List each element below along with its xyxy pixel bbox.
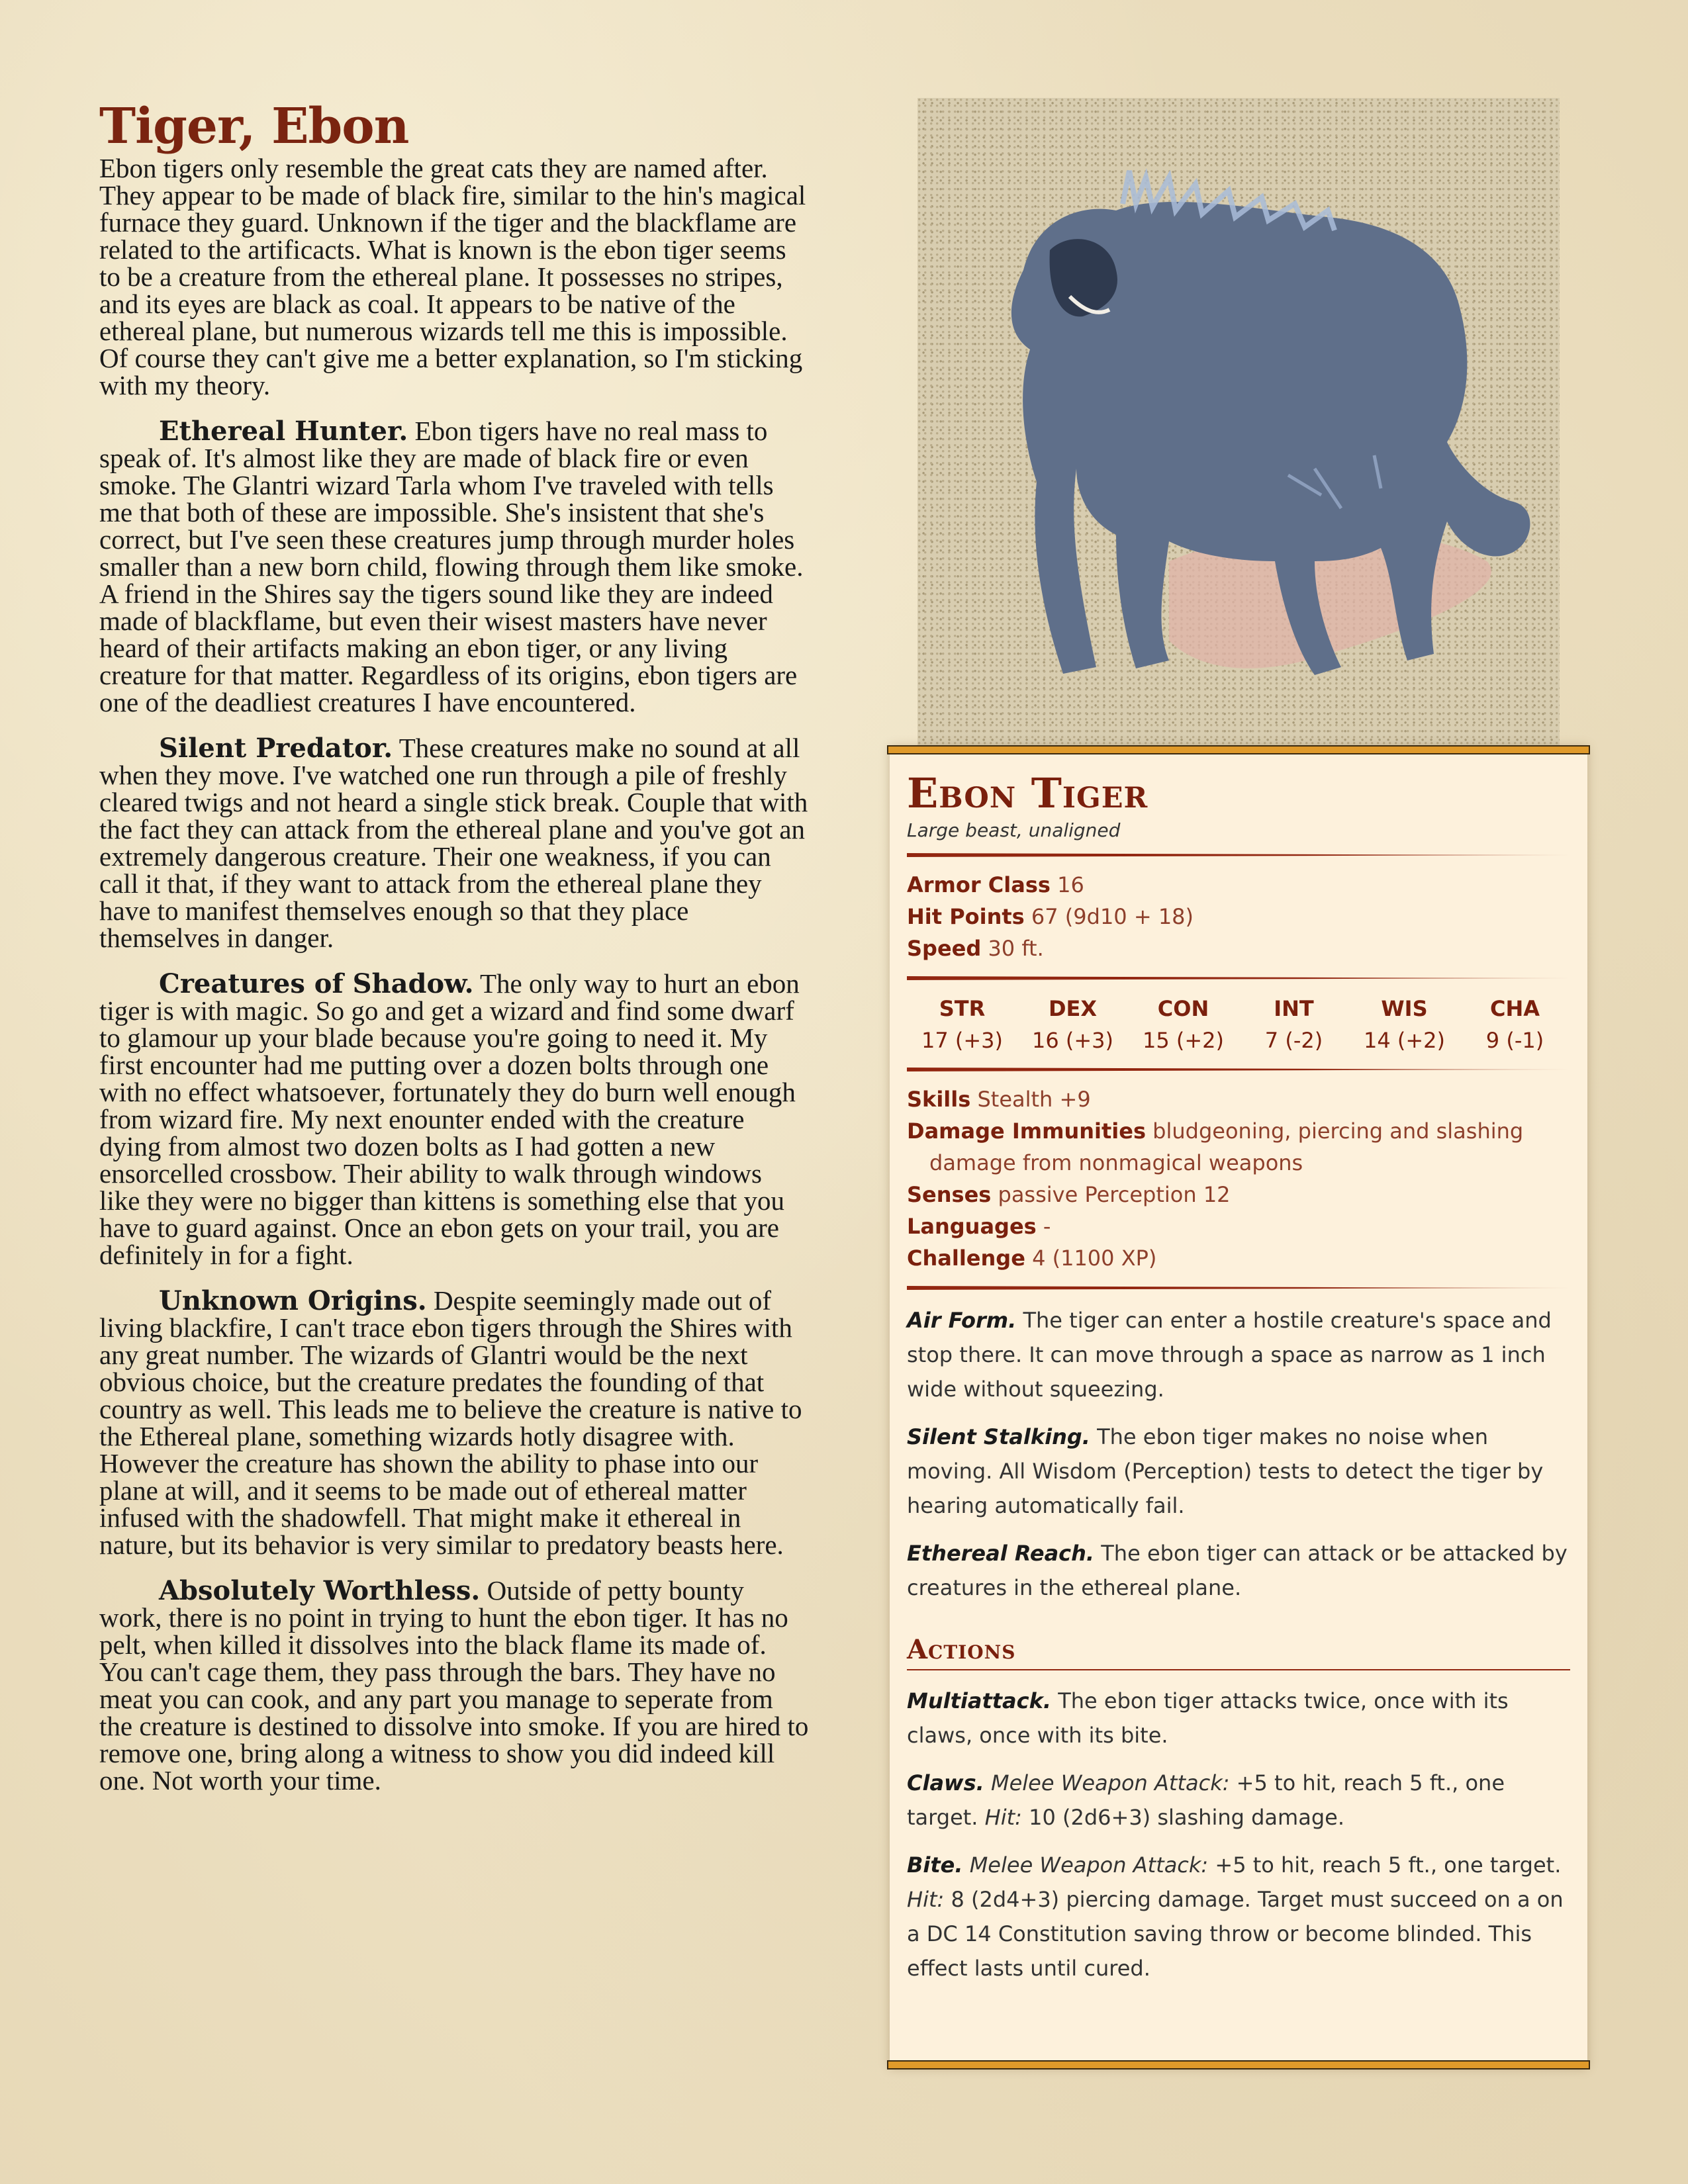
trait-silent-stalking bbox=[907, 1420, 1570, 1523]
action-bite bbox=[907, 1848, 1570, 1985]
trait-name: Air Form. bbox=[907, 1308, 1017, 1333]
hit-text: 10 (2d6+3) slashing damage. bbox=[1021, 1805, 1344, 1830]
section-lead: Unknown Origins. bbox=[159, 1285, 427, 1316]
tiger-art-icon bbox=[917, 98, 1560, 749]
ability-score: 14 (+2) bbox=[1363, 1028, 1446, 1053]
statblock-bottom-bar bbox=[887, 2060, 1590, 2070]
ability-scores bbox=[907, 992, 1570, 1056]
prop-value: 4 (1100 XP) bbox=[1032, 1246, 1157, 1271]
prop-label: Speed bbox=[907, 936, 982, 961]
lore-column bbox=[99, 98, 809, 1813]
ebon-tiger-illustration bbox=[917, 98, 1560, 749]
ability-score: 17 (+3) bbox=[921, 1028, 1004, 1053]
divider bbox=[907, 1068, 1570, 1071]
hit-points bbox=[907, 901, 1570, 933]
speed bbox=[907, 933, 1570, 964]
section-text: The only way to hurt an ebon tiger is with magic. So go and get a wizard and find some dwarf to glamour up your blade because you're going to need it. My first encounter had me putting over a dozen bolts through one with no effect whatsoever, fortunately they do burn well enough from wizard fire. My next enounter ended with the creature dying from almost two dozen bolts as I had gotten a new ensorcelled crossbow. Their ability to walk through windows like they were no bigger than kittens is something else that you have to guard against. Once an ebon gets on your trail, you are definitely in for a fight. bbox=[99, 968, 800, 1270]
ability-name: INT bbox=[1274, 996, 1314, 1021]
ability-wis bbox=[1351, 992, 1457, 1056]
attack-type: Melee Weapon Attack: bbox=[969, 1852, 1209, 1878]
prop-value: 16 bbox=[1057, 872, 1084, 897]
prop-label: Hit Points bbox=[907, 904, 1025, 929]
ability-int bbox=[1241, 992, 1346, 1056]
page-title: Tiger, Ebon bbox=[99, 98, 409, 155]
hit-text: 8 (2d4+3) piercing damage. Target must succeed on a on a DC 14 Constitution saving throw or become blinded. This effect lasts until cured. bbox=[907, 1887, 1564, 1981]
prop-value: Stealth +9 bbox=[977, 1087, 1091, 1112]
trait-text: The tiger can enter a hostile creature's space and stop there. It can move through a space as narrow as 1 inch wide without squeezing. bbox=[907, 1308, 1552, 1402]
trait-ethereal-reach bbox=[907, 1536, 1570, 1605]
ability-score: 7 (-2) bbox=[1264, 1028, 1323, 1053]
ability-name: CON bbox=[1157, 996, 1209, 1021]
section-text: These creatures make no sound at all when they move. I've watched one run through a pile of freshly cleared twigs and not heard a single stick break. Couple that with the fact they can attack from the ethereal plane and you've got an extremely dangerous creature. Their one weakness, if you can call it that, if they want to attack from the ethereal plane they have to manifest themselves enough so that they place themselves in danger. bbox=[99, 733, 808, 953]
prop-label: Damage Immunities bbox=[907, 1118, 1146, 1144]
statblock-top-bar bbox=[887, 745, 1590, 754]
ability-name: DEX bbox=[1048, 996, 1098, 1021]
trait-text: The ebon tiger can attack or be attacked by creatures in the ethereal plane. bbox=[907, 1541, 1568, 1600]
action-name: Bite. bbox=[907, 1852, 963, 1878]
trait-air-form bbox=[907, 1303, 1570, 1406]
trait-name: Silent Stalking. bbox=[907, 1424, 1090, 1449]
armor-class bbox=[907, 869, 1570, 901]
ability-con bbox=[1130, 992, 1236, 1056]
section-silent-predator bbox=[99, 735, 809, 952]
ability-score: 16 (+3) bbox=[1031, 1028, 1114, 1053]
ability-score: 9 (-1) bbox=[1485, 1028, 1544, 1053]
section-lead: Ethereal Hunter. bbox=[159, 416, 408, 447]
section-text: Ebon tigers have no real mass to speak of. It's almost like they are made of black fire or even smoke. The Glantri wizard Tarla whom I've traveled with tells me that both of these are impossible. She's insistent that she's correct, but I've seen these creatures jump through murder holes smaller than a new born child, flowing through them like smoke. A friend in the Shires say the tigers sound like they are indeed made of blackflame, but even their wisest masters have never heard of their artifacts making an ebon tiger, or any living creature for that matter. Regardless of its origins, ebon tigers are one of the deadliest creatures I have encountered. bbox=[99, 416, 804, 717]
hit-label: Hit: bbox=[984, 1805, 1022, 1830]
ability-name: CHA bbox=[1489, 996, 1540, 1021]
action-name: Multiattack. bbox=[907, 1688, 1052, 1713]
creature-name: Ebon Tiger bbox=[907, 769, 1149, 817]
prop-value: passive Perception 12 bbox=[998, 1182, 1231, 1207]
stat-block bbox=[890, 747, 1587, 2068]
prop-value: 30 ft. bbox=[988, 936, 1044, 961]
ability-name: WIS bbox=[1381, 996, 1428, 1021]
ability-cha bbox=[1462, 992, 1568, 1056]
action-text: +5 to hit, reach 5 ft., one target. bbox=[907, 1770, 1505, 1830]
prop-label: Challenge bbox=[907, 1246, 1025, 1271]
action-text: +5 to hit, reach 5 ft., one target. bbox=[1208, 1852, 1562, 1878]
section-absolutely-worthless bbox=[99, 1577, 809, 1794]
section-lead: Creatures of Shadow. bbox=[159, 968, 474, 999]
divider bbox=[907, 853, 1570, 857]
prop-label: Senses bbox=[907, 1182, 992, 1207]
creature-type: Large beast, unaligned bbox=[907, 819, 1121, 841]
hit-label: Hit: bbox=[907, 1887, 945, 1912]
languages bbox=[907, 1210, 1570, 1242]
prop-value: 67 (9d10 + 18) bbox=[1031, 904, 1194, 929]
action-multiattack bbox=[907, 1684, 1570, 1752]
prop-label: Armor Class bbox=[907, 872, 1051, 897]
ability-name: STR bbox=[939, 996, 986, 1021]
attack-type: Melee Weapon Attack: bbox=[990, 1770, 1230, 1796]
prop-value: - bbox=[1043, 1214, 1051, 1239]
action-claws bbox=[907, 1766, 1570, 1835]
section-text: Despite seemingly made out of living blackfire, I can't trace ebon tigers through the Shires with any great number. The wizards of Glantri would be the next obvious choice, but the creature predates the founding of that country as well. This leads me to believe the creature is native to the Ethereal plane, something wizards hotly disagree with. However the creature has shown the ability to phase into our plane at will, and it seems to be made out of ethereal matter infused with the shadowfell. That might make it ethereal in nature, but its behavior is very similar to predatory beasts here. bbox=[99, 1285, 802, 1560]
ability-dex bbox=[1019, 992, 1125, 1056]
trait-text: The ebon tiger makes no noise when moving. All Wisdom (Perception) tests to detect the tiger by hearing automatically fail. bbox=[907, 1424, 1544, 1518]
challenge bbox=[907, 1242, 1570, 1274]
action-name: Claws. bbox=[907, 1770, 984, 1796]
senses bbox=[907, 1179, 1570, 1210]
intro-paragraph: Ebon tigers only resemble the great cats they are named after. They appear to be made of black fire, similar to the hin's magical furnace they guard. Unknown if the tiger and the blackflame are related to the artificacts. What is known is the ebon tiger seems to be a creature from the ethereal plane. It possesses no stripes, and its eyes are black as coal. It appears to be native of the ethereal plane, but numerous wizards tell me this is impossible. Of course they can't give me a better explanation, so I'm sticking with my theory. bbox=[99, 153, 806, 400]
prop-value: bludgeoning, piercing and slashing damage from nonmagical weapons bbox=[929, 1118, 1524, 1175]
section-unknown-origins bbox=[99, 1287, 809, 1559]
section-lead: Silent Predator. bbox=[159, 733, 393, 764]
prop-label: Skills bbox=[907, 1087, 971, 1112]
ability-score: 15 (+2) bbox=[1142, 1028, 1225, 1053]
ability-str bbox=[909, 992, 1015, 1056]
prop-label: Languages bbox=[907, 1214, 1037, 1239]
divider bbox=[907, 1286, 1570, 1290]
divider bbox=[907, 976, 1570, 980]
actions-heading: Actions bbox=[907, 1634, 1570, 1670]
section-text: Outside of petty bounty work, there is no point in trying to hunt the ebon tiger. It has no pelt, when killed it dissolves into the black flame its made of. You can't cage them, they pass through the bars. They have no meat you can cook, and any part you manage to seperate from the creature is destined to dissolve into smoke. If you are hired to remove one, bring along a witness to show you did indeed kill one. Not worth your time. bbox=[99, 1575, 809, 1796]
trait-name: Ethereal Reach. bbox=[907, 1541, 1095, 1566]
skills bbox=[907, 1083, 1570, 1115]
section-creatures-of-shadow bbox=[99, 970, 809, 1269]
action-text: The ebon tiger attacks twice, once with its claws, once with its bite. bbox=[907, 1688, 1509, 1748]
section-lead: Absolutely Worthless. bbox=[159, 1575, 481, 1606]
damage-immunities bbox=[907, 1115, 1570, 1179]
section-ethereal-hunter bbox=[99, 418, 809, 716]
